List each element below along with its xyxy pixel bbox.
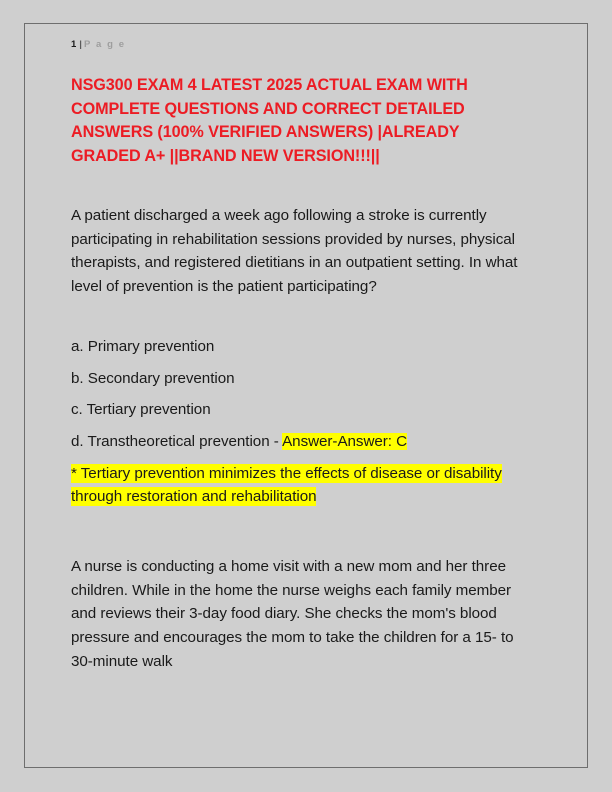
page-content-area	[25, 24, 587, 767]
question-1-explanation-highlight: * Tertiary prevention minimizes the effects of disease or disability through restoration and rehabilitation	[71, 464, 502, 506]
question-1-option-b: b. Secondary prevention	[71, 369, 235, 387]
question-1-explanation	[71, 462, 523, 509]
question-1-stem: A patient discharged a week ago following a stroke is currently participating in rehabilitation sessions provided by nurses, physical therapists, and registered dietitians in an outpatient setting. In what level of prevention is the patient participating?	[71, 207, 518, 296]
page-header-label: P a g e	[83, 39, 126, 50]
section-spacer-2	[71, 509, 563, 545]
page-number: 1	[71, 39, 77, 50]
question-1-option-a: a. Primary prevention	[71, 337, 215, 355]
question-2-stem: A nurse is conducting a home visit with a new mom and her three children. While in the home the nurse weighs each family member and reviews their 3-day food diary. She checks the mom's blood pressure and encourages the mom to take the children for a 15- to 30-minute walk	[71, 558, 514, 670]
question-1-option-c: c. Tertiary prevention	[71, 401, 211, 419]
question-1-option-d-text: d. Transtheoretical prevention -	[71, 432, 283, 450]
page-number-header	[71, 38, 563, 52]
section-spacer-3	[71, 545, 563, 555]
question-1-option-d	[71, 430, 563, 454]
document-title: NSG300 EXAM 4 LATEST 2025 ACTUAL EXAM WITH COMPLETE QUESTIONS AND CORRECT DETAILED ANSWERS (100% VERIFIED ANSWERS) |ALREADY GRADED A+ ||BRAND NEW VERSION!!!||	[71, 76, 468, 165]
document-page	[24, 23, 588, 768]
question-1-answer-highlight: Answer-Answer: C	[282, 432, 408, 450]
page-header-separator: |	[79, 39, 82, 50]
section-spacer	[71, 299, 563, 335]
